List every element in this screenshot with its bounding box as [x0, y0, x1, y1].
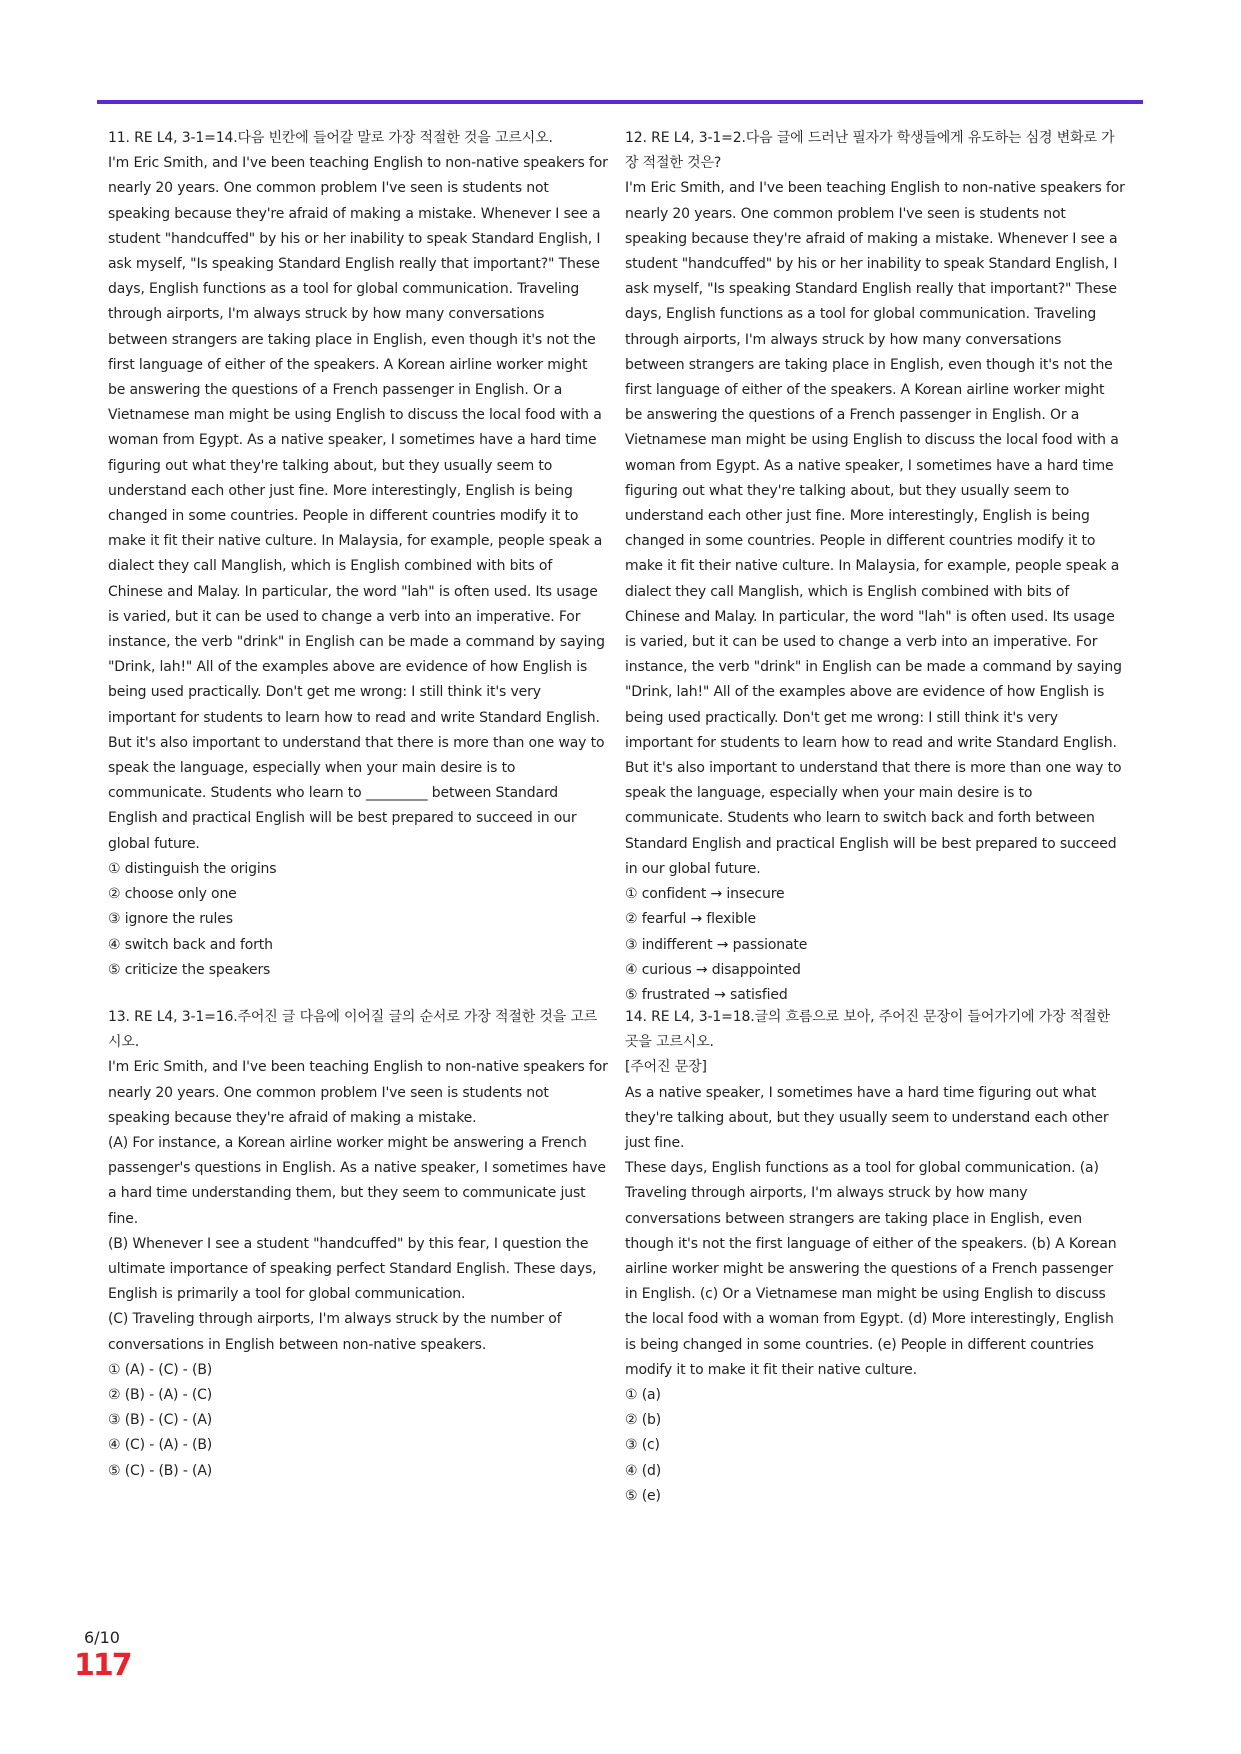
- choice-1[interactable]: ① confident → insecure: [625, 886, 785, 903]
- paragraph-c: (C) Traveling through airports, I'm always struck by the number of conversations in English between non-native speakers.: [108, 1311, 562, 1353]
- choice-5[interactable]: ⑤ (C) - (B) - (A): [108, 1462, 213, 1479]
- paragraph-a: (A) For instance, a Korean airline worker might be answering a French passenger's questions in English. As a native speaker, I sometimes have a hard time understanding them, but they seem to communicate just fine.: [108, 1135, 606, 1227]
- choice-2[interactable]: ② choose only one: [108, 886, 237, 903]
- choice-5[interactable]: ⑤ frustrated → satisfied: [625, 986, 788, 1003]
- answer-choices: [625, 882, 1125, 1008]
- choice-5[interactable]: ⑤ criticize the speakers: [108, 961, 271, 978]
- question-passage: These days, English functions as a tool for global communication. (a) Traveling through airports, I'm always struck by how many conversations between strangers are taking place in English, even though it's not the first language of either of the speakers. (b) A Korean airline worker might be answering the questions of a French passenger in English. (c) Or a Vietnamese man might be using English to discuss the local food with a woman from Egypt. (d) More interestingly, English is being changed in some countries. (e) People in different countries modify it to make it fit their native culture.: [625, 1160, 1117, 1378]
- choice-4[interactable]: ④ (C) - (A) - (B): [108, 1437, 213, 1454]
- paragraph-b: (B) Whenever I see a student "handcuffed" by this fear, I question the ultimate importance of speaking perfect Standard English. These days, English is primarily a tool for global communication.: [108, 1235, 597, 1303]
- question-13: [108, 1005, 608, 1484]
- choice-2[interactable]: ② (B) - (A) - (C): [108, 1387, 213, 1404]
- question-passage: I'm Eric Smith, and I've been teaching English to non-native speakers for nearly 20 years. One common problem I've seen is students not speaking because they're afraid of making a mistake. Whenever I see a student "handcuffed" by his or her inability to speak Standard English, I ask myself, "Is speaking Standard English really that important?" These days, English functions as a tool for global communication. Traveling through airports, I'm always struck by how many conversations between strangers are taking place in English, even though it's not the first language of either of the speakers. A Korean airline worker might be answering the questions of a French passenger in English. Or a Vietnamese man might be using English to discuss the local food with a woman from Egypt. As a native speaker, I sometimes have a hard time figuring out what they're talking about, but they usually seem to understand each other just fine. More interestingly, English is being changed in some countries. People in different countries modify it to make it fit their native culture. In Malaysia, for example, people speak a dialect they call Manglish, which is English combined with bits of Chinese and Malay. In particular, the word "lah" is often used. Its usage is varied, but it can be used to change a verb into an imperative. For instance, the verb "drink" in English can be made a command by saying "Drink, lah!" All of the examples above are evidence of how English is being used practically. Don't get me wrong: I still think it's very important for students to learn how to read and write Standard English. But it's also important to understand that there is more than one way to speak the language, especially when your main desire is to communicate. Students who learn to switch back and forth between Standard English and practical English will be best prepared to succeed in our global future.: [625, 180, 1125, 877]
- given-sentence-label: [주어진 문장]: [625, 1059, 707, 1076]
- choice-3[interactable]: ③ (c): [625, 1437, 660, 1454]
- page-count: 6/10: [84, 1628, 120, 1647]
- given-sentence: As a native speaker, I sometimes have a hard time figuring out what they're talking about, but they usually seem to understand each other just fine.: [625, 1084, 1109, 1152]
- choice-1[interactable]: ① (a): [625, 1387, 661, 1404]
- question-title: 13. RE L4, 3-1=16.주어진 글 다음에 이어질 글의 순서로 가장 적절한 것을 고르시오.: [108, 1009, 598, 1051]
- choice-5[interactable]: ⑤ (e): [625, 1487, 661, 1504]
- header-divider: [97, 100, 1143, 104]
- choice-3[interactable]: ③ indifferent → passionate: [625, 936, 808, 953]
- choice-4[interactable]: ④ curious → disappointed: [625, 961, 801, 978]
- choice-1[interactable]: ① distinguish the origins: [108, 860, 277, 877]
- choice-3[interactable]: ③ ignore the rules: [108, 911, 233, 928]
- choice-4[interactable]: ④ (d): [625, 1462, 662, 1479]
- question-title: 12. RE L4, 3-1=2.다음 글에 드러난 필자가 학생들에게 유도하는 심경 변화로 가장 적절한 것은?: [625, 130, 1115, 172]
- choice-1[interactable]: ① (A) - (C) - (B): [108, 1361, 213, 1378]
- choice-4[interactable]: ④ switch back and forth: [108, 936, 273, 953]
- question-passage: I'm Eric Smith, and I've been teaching English to non-native speakers for nearly 20 years. One common problem I've seen is students not speaking because they're afraid of making a mistake.: [108, 1059, 608, 1126]
- question-title: 11. RE L4, 3-1=14.다음 빈칸에 들어갈 말로 가장 적절한 것을 고르시오.: [108, 130, 553, 146]
- question-title: 14. RE L4, 3-1=18.글의 흐름으로 보아, 주어진 문장이 들어가기에 가장 적절한 곳을 고르시오.: [625, 1009, 1110, 1051]
- question-12: [625, 126, 1125, 1008]
- question-passage: I'm Eric Smith, and I've been teaching English to non-native speakers for nearly 20 years. One common problem I've seen is students not speaking because they're afraid of making a mistake. Whenever I see a student "handcuffed" by his or her inability to speak Standard English, I ask myself, "Is speaking Standard English really that important?" These days, English functions as a tool for global communication. Traveling through airports, I'm always struck by how many conversations between strangers are taking place in English, even though it's not the first language of either of the speakers. A Korean airline worker might be answering the questions of a French passenger in English. Or a Vietnamese man might be using English to discuss the local food with a woman from Egypt. As a native speaker, I sometimes have a hard time figuring out what they're talking about, but they usually seem to understand each other just fine. More interestingly, English is being changed in some countries. People in different countries modify it to make it fit their native culture. In Malaysia, for example, people speak a dialect they call Manglish, which is English combined with bits of Chinese and Malay. In particular, the word "lah" is often used. Its usage is varied, but it can be used to change a verb into an imperative. For instance, the verb "drink" in English can be made a command by saying "Drink, lah!" All of the examples above are evidence of how English is being used practically. Don't get me wrong: I still think it's very important for students to learn how to read and write Standard English. But it's also important to understand that there is more than one way to speak the language, especially when your main desire is to communicate. Students who learn to _________ between Standard English and practical English will be best prepared to succeed in our global future.: [108, 155, 608, 852]
- answer-choices: [108, 1358, 608, 1484]
- answer-choices: [625, 1383, 1125, 1509]
- question-14: [625, 1005, 1125, 1509]
- page-number: 117: [74, 1648, 131, 1683]
- choice-2[interactable]: ② (b): [625, 1412, 662, 1429]
- question-11: [108, 126, 608, 983]
- choice-3[interactable]: ③ (B) - (C) - (A): [108, 1412, 213, 1429]
- answer-choices: [108, 857, 608, 983]
- choice-2[interactable]: ② fearful → flexible: [625, 911, 756, 928]
